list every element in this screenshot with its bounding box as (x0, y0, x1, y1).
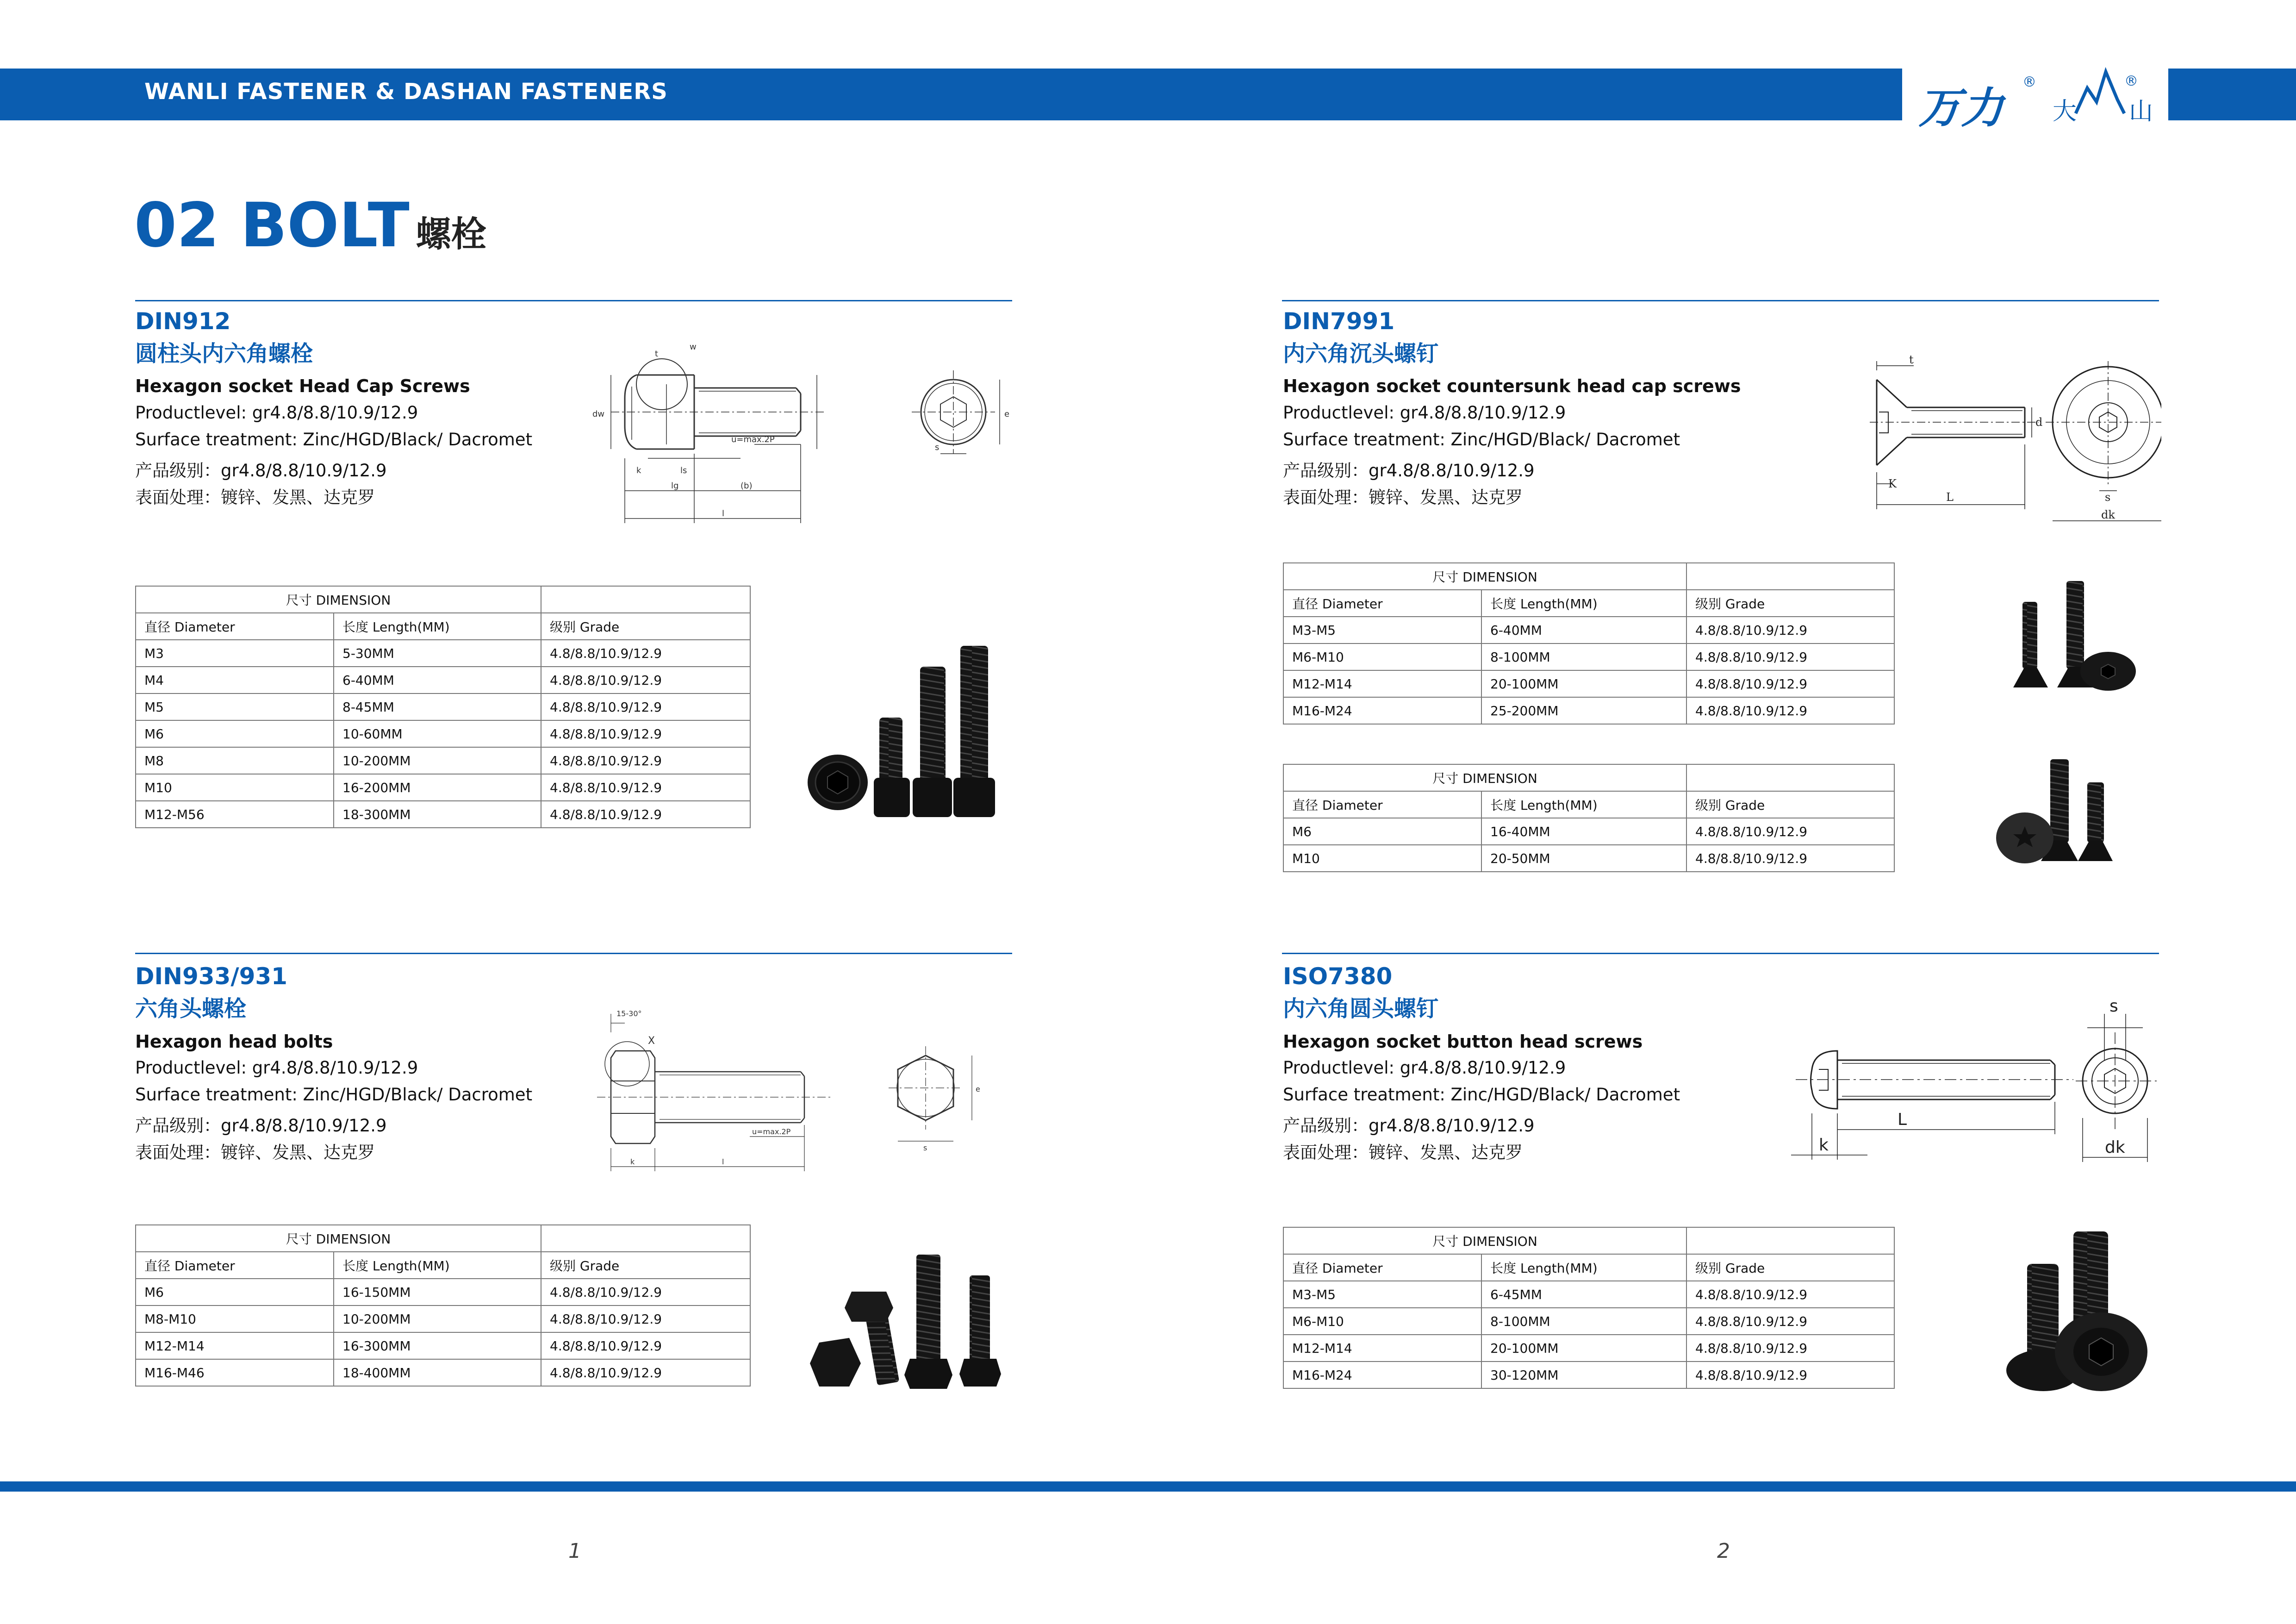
brand-logo (1918, 65, 2159, 133)
table-row (136, 747, 750, 774)
label-e: e (1004, 409, 1010, 419)
label-l: l (722, 1157, 724, 1166)
table-row (136, 640, 750, 667)
col-header-length: 长度 Length(MM) (1481, 1254, 1686, 1281)
product-level-cn: 产品级别：gr4.8/8.8/10.9/12.9 (135, 1116, 387, 1136)
table-row (1283, 697, 1894, 724)
table-row (1283, 670, 1894, 697)
table-row (136, 1305, 750, 1332)
table-row (1283, 617, 1894, 643)
cell-grade: 4.8/8.8/10.9/12.9 (1686, 1335, 1894, 1362)
label-k: k (1819, 1136, 1829, 1155)
cell-diameter: M16-M46 (136, 1359, 334, 1386)
label-K: K (1888, 477, 1897, 490)
surface-treatment-cn: 表面处理：镀锌、发黑、达克罗 (1283, 487, 1523, 507)
col-header-grade: 级别 Grade (1686, 590, 1894, 617)
section-cn-title: 内六角沉头螺钉 (1283, 341, 1439, 367)
label-x: X (648, 1035, 655, 1047)
cell-length: 8-45MM (334, 693, 541, 720)
page-title-cn: 螺栓 (416, 213, 486, 255)
label-ls: ls (680, 466, 687, 475)
cell-diameter: M3-M5 (1283, 617, 1481, 643)
col-header-length: 长度 Length(MM) (1481, 590, 1686, 617)
cell-length: 8-100MM (1481, 1308, 1686, 1335)
cell-length: 8-100MM (1481, 643, 1686, 670)
cell-diameter: M12-M14 (1283, 1335, 1481, 1362)
section-cn-title: 内六角圆头螺钉 (1283, 996, 1439, 1022)
table-row (1283, 643, 1894, 670)
cell-length: 5-30MM (334, 640, 541, 667)
cell-length: 6-40MM (1481, 617, 1686, 643)
label-s: s (2109, 997, 2118, 1016)
cell-grade: 4.8/8.8/10.9/12.9 (1686, 1362, 1894, 1388)
cell-grade: 4.8/8.8/10.9/12.9 (541, 1332, 750, 1359)
col-header-length: 长度 Length(MM) (1481, 791, 1686, 818)
table-row (1283, 1362, 1894, 1388)
product-level-cn: 产品级别：gr4.8/8.8/10.9/12.9 (1283, 1116, 1535, 1136)
label-dk: dw (592, 409, 605, 419)
page-title (134, 190, 486, 261)
section-divider (135, 953, 1012, 954)
label-s: s (2105, 491, 2111, 504)
iso7380-product-image (2004, 1227, 2161, 1398)
mountain-icon (2073, 67, 2127, 118)
label-s: s (923, 1143, 927, 1152)
col-header-length: 长度 Length(MM) (334, 1252, 541, 1279)
product-level-cn: 产品级别：gr4.8/8.8/10.9/12.9 (135, 461, 387, 481)
din7991-product-image (1999, 579, 2138, 699)
footer-bar (0, 1481, 2296, 1492)
cell-grade: 4.8/8.8/10.9/12.9 (1686, 818, 1894, 845)
cell-diameter: M10 (136, 774, 334, 801)
logo-registered-mark: ® (2022, 74, 2036, 90)
section-divider (1282, 300, 2159, 301)
cell-grade: 4.8/8.8/10.9/12.9 (541, 747, 750, 774)
product-level: Productlevel: gr4.8/8.8/10.9/12.9 (1283, 403, 1566, 423)
cell-diameter: M10 (1283, 845, 1481, 872)
table-row (136, 1279, 750, 1305)
label-L: L (1898, 1110, 1907, 1129)
cell-grade: 4.8/8.8/10.9/12.9 (1686, 617, 1894, 643)
label-b: (b) (740, 481, 753, 491)
logo-registered-mark-2: ® (2124, 73, 2138, 89)
label-t: t (1909, 353, 1914, 366)
table-title: 尺寸 DIMENSION (1283, 563, 1686, 590)
logo-shan: 山 (2129, 98, 2153, 125)
cell-diameter: M6-M10 (1283, 643, 1481, 670)
table-title-empty (1686, 764, 1894, 791)
cell-grade: 4.8/8.8/10.9/12.9 (1686, 697, 1894, 724)
cell-diameter: M3-M5 (1283, 1281, 1481, 1308)
label-k: k (630, 1157, 635, 1166)
table-title: 尺寸 DIMENSION (136, 586, 541, 613)
cell-length: 16-150MM (334, 1279, 541, 1305)
cell-length: 16-200MM (334, 774, 541, 801)
surface-treatment: Surface treatment: Zinc/HGD/Black/ Dacromet (1283, 430, 1680, 450)
cell-length: 10-60MM (334, 720, 541, 747)
product-level-cn: 产品级别：gr4.8/8.8/10.9/12.9 (1283, 461, 1535, 481)
table-row (136, 1332, 750, 1359)
cell-grade: 4.8/8.8/10.9/12.9 (541, 693, 750, 720)
cell-diameter: M12-M14 (1283, 670, 1481, 697)
cell-length: 16-40MM (1481, 818, 1686, 845)
table-row (136, 693, 750, 720)
cell-grade: 4.8/8.8/10.9/12.9 (1686, 845, 1894, 872)
section-en-title: Hexagon socket Head Cap Screws (135, 376, 470, 396)
cell-diameter: M16-M24 (1283, 1362, 1481, 1388)
product-level: Productlevel: gr4.8/8.8/10.9/12.9 (135, 1058, 418, 1078)
product-level: Productlevel: gr4.8/8.8/10.9/12.9 (1283, 1058, 1566, 1078)
cell-grade: 4.8/8.8/10.9/12.9 (541, 640, 750, 667)
col-header-diameter: 直径 Diameter (136, 1252, 334, 1279)
cell-length: 10-200MM (334, 1305, 541, 1332)
col-header-grade: 级别 Grade (541, 1252, 750, 1279)
col-header-diameter: 直径 Diameter (136, 613, 334, 640)
din912-product-image (805, 639, 1014, 824)
section-code: DIN933/931 (135, 963, 287, 990)
section-en-title: Hexagon head bolts (135, 1031, 333, 1052)
cell-length: 6-45MM (1481, 1281, 1686, 1308)
iso7380-dimension-table (1283, 1227, 1895, 1389)
logo-da: 大 (2053, 98, 2077, 125)
cell-grade: 4.8/8.8/10.9/12.9 (541, 774, 750, 801)
col-header-diameter: 直径 Diameter (1283, 590, 1481, 617)
din933-drawing (592, 1005, 1018, 1181)
section-divider (135, 300, 1012, 301)
table-row (136, 774, 750, 801)
table-title-empty (1686, 1227, 1894, 1254)
table-row (136, 1359, 750, 1386)
label-lg: lg (671, 481, 679, 491)
cell-length: 10-200MM (334, 747, 541, 774)
cell-length: 20-100MM (1481, 670, 1686, 697)
iso7380-drawing (1791, 986, 2157, 1171)
din7991-drawing (1865, 352, 2161, 537)
cell-grade: 4.8/8.8/10.9/12.9 (1686, 1281, 1894, 1308)
table-row (136, 667, 750, 693)
surface-treatment: Surface treatment: Zinc/HGD/Black/ Dacromet (135, 1085, 533, 1105)
section-code: DIN912 (135, 308, 231, 335)
table-title-empty (541, 1225, 750, 1252)
cell-grade: 4.8/8.8/10.9/12.9 (541, 1279, 750, 1305)
din912-dimension-table (135, 586, 751, 828)
label-s: s (935, 443, 940, 452)
cell-diameter: M12-M14 (136, 1332, 334, 1359)
table-row (1283, 1308, 1894, 1335)
cell-diameter: M5 (136, 693, 334, 720)
label-w: w (690, 342, 697, 352)
cell-diameter: M6 (136, 1279, 334, 1305)
surface-treatment-cn: 表面处理：镀锌、发黑、达克罗 (135, 487, 375, 507)
section-en-title: Hexagon socket countersunk head cap screws (1283, 376, 1741, 396)
cell-diameter: M6 (136, 720, 334, 747)
cell-length: 18-400MM (334, 1359, 541, 1386)
cell-length: 6-40MM (334, 667, 541, 693)
label-k: k (636, 466, 641, 475)
din933-dimension-table (135, 1224, 751, 1387)
logo-wanli: 万力 (1918, 83, 2004, 133)
table-row (1283, 845, 1894, 872)
cell-grade: 4.8/8.8/10.9/12.9 (1686, 670, 1894, 697)
cell-diameter: M3 (136, 640, 334, 667)
label-angle: 15-30° (616, 1009, 642, 1018)
surface-treatment: Surface treatment: Zinc/HGD/Black/ Dacromet (135, 430, 533, 450)
section-cn-title: 圆柱头内六角螺栓 (135, 341, 313, 367)
table-row (1283, 1335, 1894, 1362)
header-bar-right (2168, 69, 2296, 120)
page-number-left: 1 (568, 1539, 581, 1563)
label-e: e (976, 1085, 980, 1093)
cell-diameter: M8-M10 (136, 1305, 334, 1332)
cell-diameter: M4 (136, 667, 334, 693)
col-header-grade: 级别 Grade (1686, 1254, 1894, 1281)
section-en-title: Hexagon socket button head screws (1283, 1031, 1643, 1052)
cell-diameter: M6 (1283, 818, 1481, 845)
table-title-empty (541, 586, 750, 613)
cell-grade: 4.8/8.8/10.9/12.9 (1686, 643, 1894, 670)
table-row (136, 801, 750, 828)
din7991-torx-product-image (1990, 755, 2138, 870)
cell-diameter: M12-M56 (136, 801, 334, 828)
cell-grade: 4.8/8.8/10.9/12.9 (541, 667, 750, 693)
table-title-empty (1686, 563, 1894, 590)
label-t: t (655, 349, 659, 359)
col-header-length: 长度 Length(MM) (334, 613, 541, 640)
label-u: u=max.2P (731, 435, 775, 444)
cell-length: 20-100MM (1481, 1335, 1686, 1362)
table-row (1283, 1281, 1894, 1308)
label-u: u=max.2P (752, 1127, 791, 1136)
section-divider (1282, 953, 2159, 954)
surface-treatment: Surface treatment: Zinc/HGD/Black/ Dacromet (1283, 1085, 1680, 1105)
table-title: 尺寸 DIMENSION (1283, 1227, 1686, 1254)
cell-diameter: M16-M24 (1283, 697, 1481, 724)
cell-length: 18-300MM (334, 801, 541, 828)
section-code: ISO7380 (1283, 963, 1393, 990)
cell-diameter: M8 (136, 747, 334, 774)
label-L: L (1946, 491, 1954, 504)
table-title: 尺寸 DIMENSION (1283, 764, 1686, 791)
col-header-grade: 级别 Grade (541, 613, 750, 640)
table-row (136, 720, 750, 747)
section-code: DIN7991 (1283, 308, 1395, 335)
cell-length: 30-120MM (1481, 1362, 1686, 1388)
table-row (1283, 818, 1894, 845)
page-number-right: 2 (1717, 1539, 1730, 1563)
cell-length: 16-300MM (334, 1332, 541, 1359)
label-dk: dk (2101, 508, 2115, 521)
product-level: Productlevel: gr4.8/8.8/10.9/12.9 (135, 403, 418, 423)
surface-treatment-cn: 表面处理：镀锌、发黑、达克罗 (1283, 1143, 1523, 1162)
label-l: l (722, 509, 725, 518)
cell-length: 25-200MM (1481, 697, 1686, 724)
label-dk: dk (2105, 1138, 2125, 1157)
label-d: d (2035, 416, 2043, 429)
cell-diameter: M6-M10 (1283, 1308, 1481, 1335)
surface-treatment-cn: 表面处理：镀锌、发黑、达克罗 (135, 1143, 375, 1162)
header-title: WANLI FASTENER & DASHAN FASTENERS (144, 79, 668, 105)
cell-length: 20-50MM (1481, 845, 1686, 872)
page-title-main: 02 BOLT (134, 190, 410, 261)
col-header-diameter: 直径 Diameter (1283, 1254, 1481, 1281)
din7991-dimension-table-2 (1283, 764, 1895, 872)
cell-grade: 4.8/8.8/10.9/12.9 (541, 1359, 750, 1386)
col-header-diameter: 直径 Diameter (1283, 791, 1481, 818)
col-header-grade: 级别 Grade (1686, 791, 1894, 818)
din7991-dimension-table-1 (1283, 562, 1895, 725)
cell-grade: 4.8/8.8/10.9/12.9 (541, 801, 750, 828)
table-title: 尺寸 DIMENSION (136, 1225, 541, 1252)
din912-drawing (555, 306, 1018, 528)
cell-grade: 4.8/8.8/10.9/12.9 (541, 720, 750, 747)
cell-grade: 4.8/8.8/10.9/12.9 (541, 1305, 750, 1332)
section-cn-title: 六角头螺栓 (135, 996, 247, 1022)
cell-grade: 4.8/8.8/10.9/12.9 (1686, 1308, 1894, 1335)
din933-product-image (805, 1245, 1014, 1398)
